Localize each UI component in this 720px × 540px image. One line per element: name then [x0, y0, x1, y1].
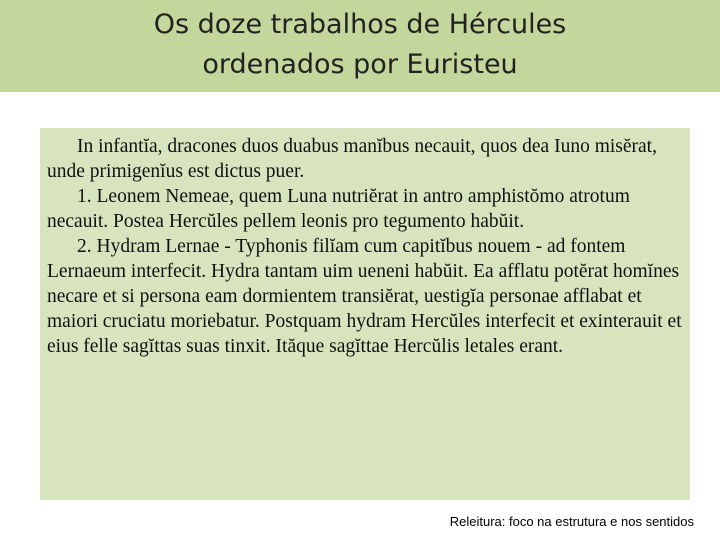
slide-title-line-2: ordenados por Euristeu [202, 49, 518, 80]
paragraph-lernaean-hydra: 2. Hydram Lernae - Typhonis filĭam cum capitĭbus nouem - ad fontem Lernaeum interfecit. Hydra tantam uim ueneni habŭit. Ea afflatu potĕrat homĭnes necare et si persona eam dormientem transiĕrat, uestigĭa personae afflabat et maiori cruciatu moriebatur. Postquam hydram Hercŭles interfecit et exinterauit et eius felle sagĭttas suas tinxit. Ităque sagĭttae Hercŭlis letales erant. [47, 236, 682, 357]
paragraph-infancy: In infantĭa, dracones duos duabus manĭbus necauit, quos dea Iuno misĕrat, unde primigenĭus est dictus puer. [47, 136, 657, 182]
slide-title-line-1: Os doze trabalhos de Hércules [153, 9, 567, 40]
footer-caption: Releitura: foco na estrutura e nos sentidos [449, 514, 694, 529]
slide-title [0, 5, 720, 85]
paragraph-nemean-lion: 1. Leonem Nemeae, quem Luna nutriĕrat in antro amphistŏmo atrotum necauit. Postea Hercŭles pellem leonis pro tegumento habŭit. [47, 186, 630, 232]
latin-text-box [40, 128, 690, 500]
